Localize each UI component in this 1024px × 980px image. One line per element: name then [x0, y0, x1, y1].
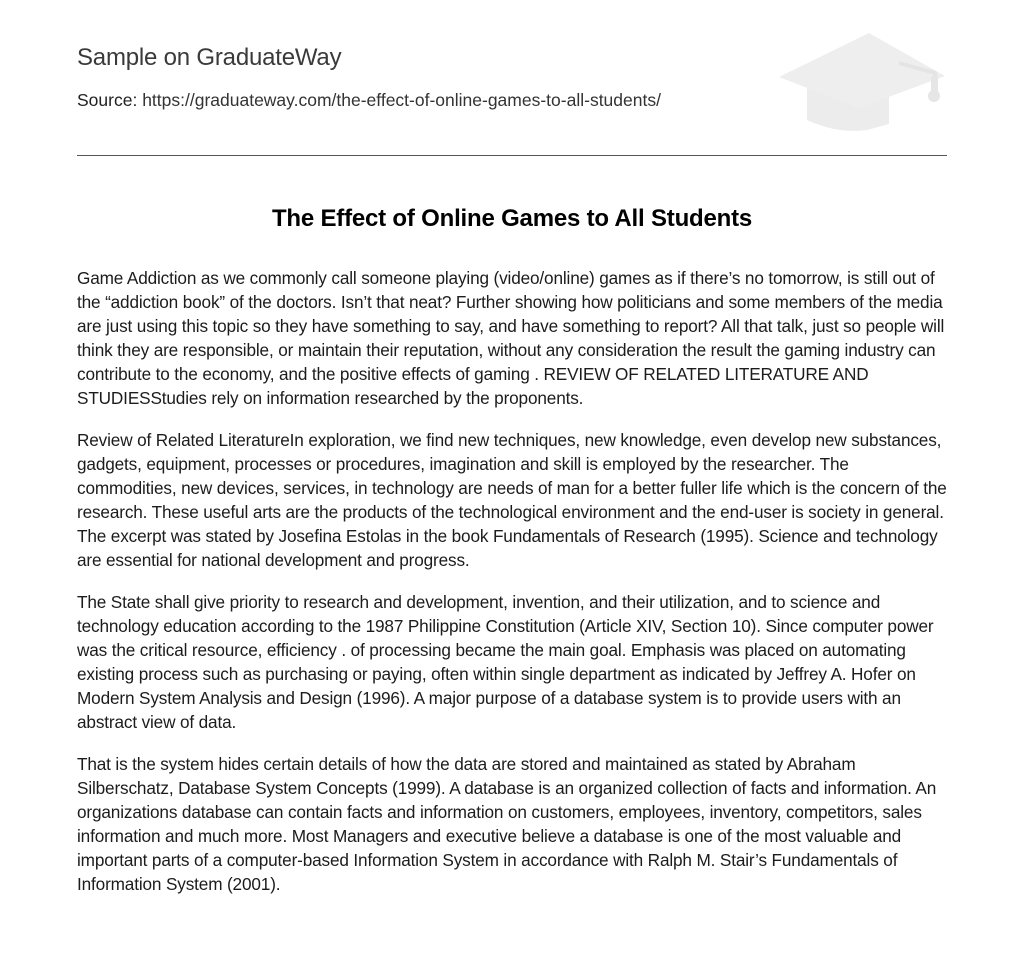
paragraph-2: Review of Related LiteratureIn exploration, we find new techniques, new knowledge, even develop new substances, gadgets, equipment, processes or procedures, imagination and skill is employed by the researcher. The commodities, new devices, services, in technology are needs of man for a better fuller life which is the concern of the research. These useful arts are the products of the technological environment and the end-user is society in general. The excerpt was stated by Josefina Estolas in the book Fundamentals of Research (1995). Science and technology are essential for national development and progress. [77, 430, 947, 570]
site-title: Sample on GraduateWay [77, 44, 342, 71]
source-label: Source: [77, 90, 138, 110]
page-header [77, 0, 947, 156]
paragraph-1: Game Addiction as we commonly call someone playing (video/online) games as if there’s no tomorrow, is still out of the “addiction book” of the doctors. Isn’t that neat? Further showing how politicians and some members of the media are just using this topic so they have something to say, and have something to report? All that talk, just so people will think they are responsible, or maintain their reputation, without any consideration the result the gaming industry can contribute to the economy, and the positive effects of gaming . REVIEW OF RELATED LITERATURE AND STUDIESStudies rely on information researched by the proponents. [77, 268, 945, 408]
source-line [77, 90, 661, 111]
document-title: The Effect of Online Games to All Students [271, 205, 753, 232]
document-body [77, 266, 949, 914]
header-divider [77, 155, 947, 156]
paragraph-3: The State shall give priority to research and development, invention, and their utilization, and to science and technology education according to the 1987 Philippine Constitution (Article XIV, Section 10). Since computer power was the critical resource, efficiency . of processing became the main goal. Emphasis was placed on automating existing process such as purchasing or paying, often within single department as indicated by Jeffrey A. Hofer on Modern System Analysis and Design (1996). A major purpose of a database system is to provide users with an abstract view of data. [77, 592, 934, 732]
paragraph-4: That is the system hides certain details of how the data are stored and maintained as stated by Abraham Silberschatz, Database System Concepts (1999). A database is an organized collection of facts and information. An organizations database can contain facts and information on customers, employees, inventory, competitors, sales information and much more. Most Managers and executive believe a database is one of the most valuable and important parts of a computer-based Information System in accordance with Ralph M. Stair’s Fundamentals of Information System (2001). [77, 754, 937, 894]
source-link[interactable]: https://graduateway.com/the-effect-of-online-games-to-all-students/ [142, 90, 661, 110]
graduation-cap-icon [777, 30, 947, 134]
